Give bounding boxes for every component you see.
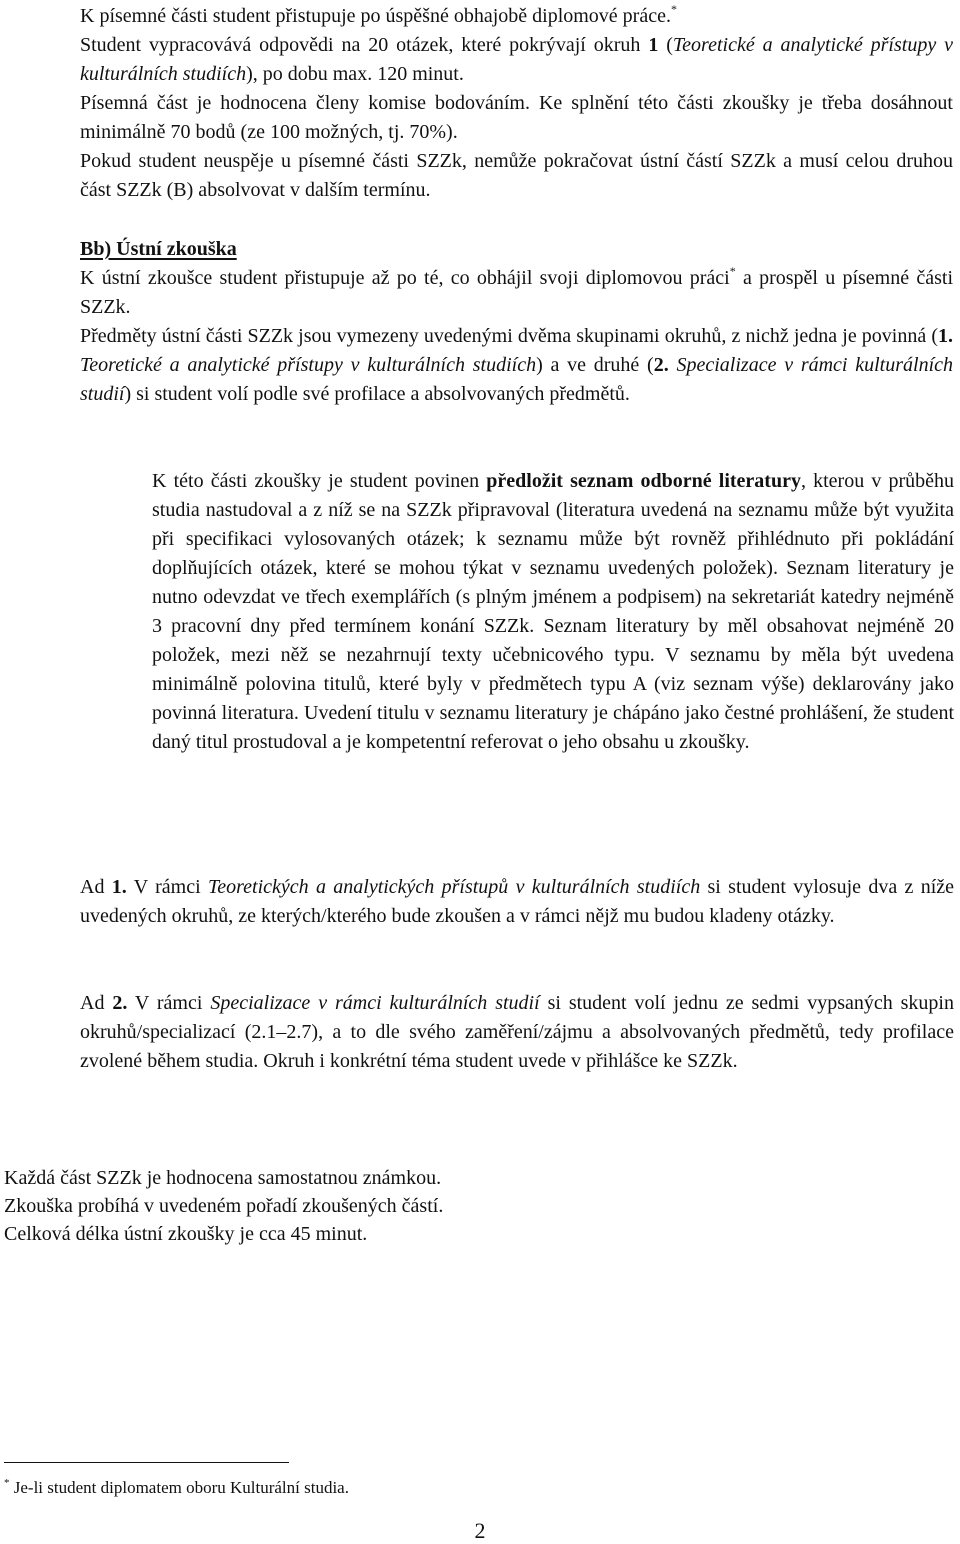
oral-intro-paragraph: K ústní zkoušce student přistupuje až po té, co obhájil svoji diplomovou práci* a prospěl u písemné části SZZk. [80, 264, 953, 318]
written-part-section [80, 2, 953, 205]
summary-line: Celková délka ústní zkoušky je cca 45 minut. [4, 1223, 368, 1245]
footnote-mark: * [4, 1477, 10, 1489]
written-failure-paragraph: Pokud student neuspěje u písemné části SZZk, nemůže pokračovat ústní částí SZZk a musí celou druhou část SZZk (B) absolvovat v dalším termínu. [80, 150, 953, 201]
summary-line: Každá část SZZk je hodnocena samostatnou známkou. [4, 1167, 442, 1189]
ad1-paragraph: Ad 1. V rámci Teoretických a analytických přístupů v kulturálních studiích si student vylosuje dva z níže uvedených okruhů, ze kterých/kterého bude zkoušen a v rámci nějž mu budou kladeny otázky. [80, 876, 954, 927]
ad2-paragraph: Ad 2. V rámci Specializace v rámci kulturálních studií si student volí jednu ze sedmi vypsaných skupin okruhů/specializací (2.1–2.7), a to dle svého zaměření/zájmu a absolvovaných předmětů, tedy profilace zvolené během studia. Okruh i konkrétní téma student uvede v přihlášce ke SZZk. [80, 992, 954, 1072]
footnote-mark: * [729, 264, 736, 278]
footnote-mark: * [670, 2, 677, 16]
written-questions-paragraph: Student vypracovává odpovědi na 20 otázek, které pokrývají okruh 1 (Teoretické a analytické přístupy v kulturálních studiích), po dobu max. 120 minut. [80, 34, 953, 85]
written-scoring-paragraph: Písemná část je hodnocena členy komise bodováním. Ke splnění této části zkoušky je třeba dosáhnout minimálně 70 bodů (ze 100 možných, tj. 70%). [80, 92, 953, 143]
footnote: * Je-li student diplomatem oboru Kulturální studia. [4, 1477, 349, 1497]
footnote-divider [4, 1462, 289, 1463]
written-intro-paragraph: K písemné části student přistupuje po úspěšné obhajobě diplomové práce.* [80, 2, 677, 27]
oral-subjects-paragraph: Předměty ústní části SZZk jsou vymezeny uvedenými dvěma skupinami okruhů, z nichž jedna je povinná (1. Teoretické a analytické přístupy v kulturálních studiích) a ve druhé (2. Specializace v rámci kulturálních studií) si student volí podle své profilace a absolvovaných předmětů. [80, 325, 954, 405]
oral-exam-heading: Bb) Ústní zkouška [80, 238, 237, 260]
page-number: 2 [474, 1518, 486, 1543]
summary-section [4, 1164, 904, 1248]
summary-line: Zkouška probíhá v uvedeném pořadí zkoušených částí. [4, 1195, 444, 1217]
oral-exam-section [80, 235, 953, 409]
literature-emphasis: předložit seznam odborné literatury [486, 470, 801, 492]
literature-requirement-paragraph: K této části zkoušky je student povinen předložit seznam odborné literatury, kterou v průběhu studia nastudoval a z níž se na SZZk připravoval (literatura uvedená na seznamu může být využita při specifikaci vylosovaných otázek; k seznamu může být rovněž přihlédnuto při pokládání doplňujících otázek, které se mohou týkat v seznamu uvedených položek). Seznam literatury je nutno odevzdat ve třech exemplářích (s plným jménem a podpisem) na sekretariát katedry nejméně 3 pracovní dny před termínem konání SZZk. Seznam literatury by měl obsahovat nejméně 20 položek, mezi něž se nezahrnují texty učebnicového typu. V seznamu by měla být uvedena minimálně polovina titulů, které byly v předmětech typu A (viz seznam výše) deklarovány jako povinná literatura. Uvedení titulu v seznamu literatury je chápáno jako čestné prohlášení, že student daný titul prostudoval a je kompetentní referovat o jeho obsahu u zkoušky. [152, 470, 954, 753]
